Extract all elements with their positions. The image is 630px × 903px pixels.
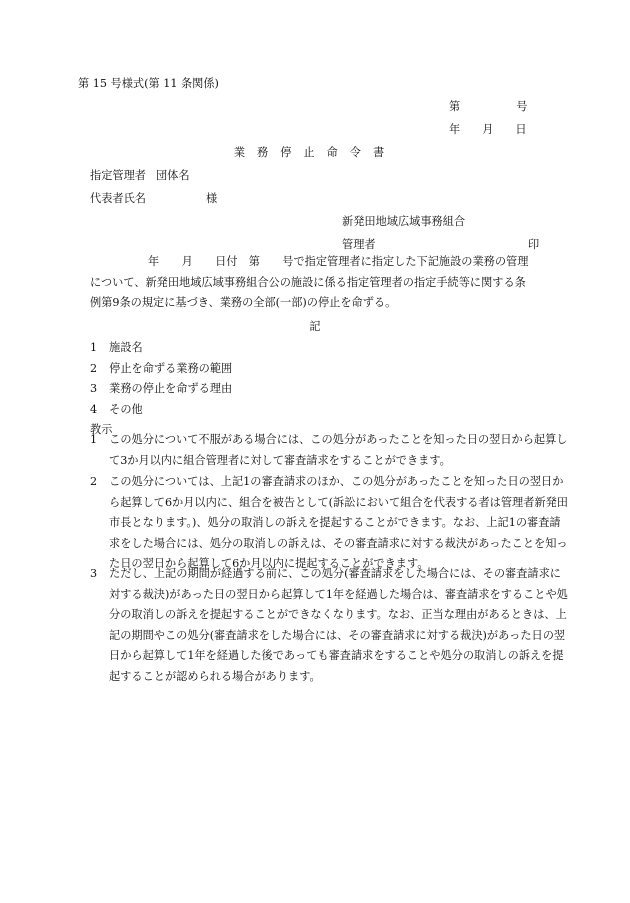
rep-name-label: 代表者氏名 xyxy=(90,192,146,205)
notice-number: 1 xyxy=(90,433,98,446)
recipient-manager xyxy=(90,170,190,181)
honorific: 様 xyxy=(205,192,218,205)
issuer-org: 新発田地域広域事務組合 xyxy=(342,215,466,228)
item-number: 4 xyxy=(90,402,98,416)
notice-heading: 教示 xyxy=(90,423,113,436)
doc-number-suffix: 号 xyxy=(516,100,528,113)
item-number: 3 xyxy=(90,382,98,395)
item-text: 業務の停止を命ずる理由 xyxy=(109,382,233,395)
item-number: 1 xyxy=(90,341,98,354)
org-name-label: 団体名 xyxy=(155,169,190,182)
notice-1 xyxy=(90,430,571,471)
main-text-line-3: 例第9条の規定に基づき、業務の全部(一部)の停止を命ずる。 xyxy=(90,296,397,309)
seal-mark: 印 xyxy=(528,238,540,251)
recipient-rep xyxy=(90,193,217,204)
form-label: 第 15 号様式(第 11 条関係) xyxy=(78,77,219,90)
main-text-line-1: 年 月 日付 第 号で指定管理者に指定した下記施設の業務の管理 xyxy=(148,255,529,268)
notice-number: 2 xyxy=(90,475,98,488)
item-text: 施設名 xyxy=(109,341,143,354)
item-text: その他 xyxy=(109,402,143,416)
issuer-manager-label: 管理者 xyxy=(342,238,376,251)
item-text: 停止を命ずる業務の範囲 xyxy=(109,361,233,375)
doc-number-prefix: 第 xyxy=(449,100,461,113)
main-text-line-2: について、新発田地域広域事務組合公の施設に係る指定管理者の指定手続等に関する条 xyxy=(90,275,526,289)
list-item xyxy=(90,400,390,421)
notice-text: ただし、上記の期間が経過する前に、この処分(審査請求をした場合には、その審査請求に対する裁決)があった日の翌日から起算して1年を経過した場合は、審査請求をすることや処分の取消しの訴えを提起することができなくなります。なお、正当な理由があるときは、上記の期間やこの処分(審査請求をした場合には、その審査請求に対する裁決)があった日の翌日から起算して1年を経過した後であっても審査請求をすることや処分の取消しの訴えを提起することが認められる場合があります。 xyxy=(109,567,568,683)
item-number: 2 xyxy=(90,361,98,375)
notice-3 xyxy=(90,564,571,687)
list-item xyxy=(90,359,390,380)
page-title: 業務停止命令書 xyxy=(233,146,397,159)
item-list xyxy=(90,338,390,441)
doc-date-day: 日 xyxy=(515,123,527,136)
doc-date xyxy=(449,124,527,135)
notice-text: この処分については、上記1の審査請求のほか、この処分があったことを知った日の翌日から起算して6か月以内に、組合を被告として(訴訟において組合を代表する者は管理者新発田市長となります。)、処分の取消しの訴えを提起することができます。なお、上記1の審査請求をした場合には、処分の取消しの訴えは、その審査請求に対する裁決があったことを知った日の翌日から起算して6か月以内に提起することができます。 xyxy=(109,475,568,570)
ki-heading: 記 xyxy=(309,320,321,333)
doc-date-month: 月 xyxy=(482,123,494,136)
main-text xyxy=(90,252,550,314)
notice-2 xyxy=(90,472,571,575)
notice-number: 3 xyxy=(90,567,98,580)
list-item xyxy=(90,379,390,400)
list-item xyxy=(90,338,390,359)
notice-text: この処分について不服がある場合には、この処分があったことを知った日の翌日から起算して3か月以内に組合管理者に対して審査請求をすることができます。 xyxy=(109,433,568,467)
doc-number xyxy=(449,101,527,112)
doc-date-year: 年 xyxy=(449,123,461,136)
manager-label: 指定管理者 xyxy=(90,169,146,182)
